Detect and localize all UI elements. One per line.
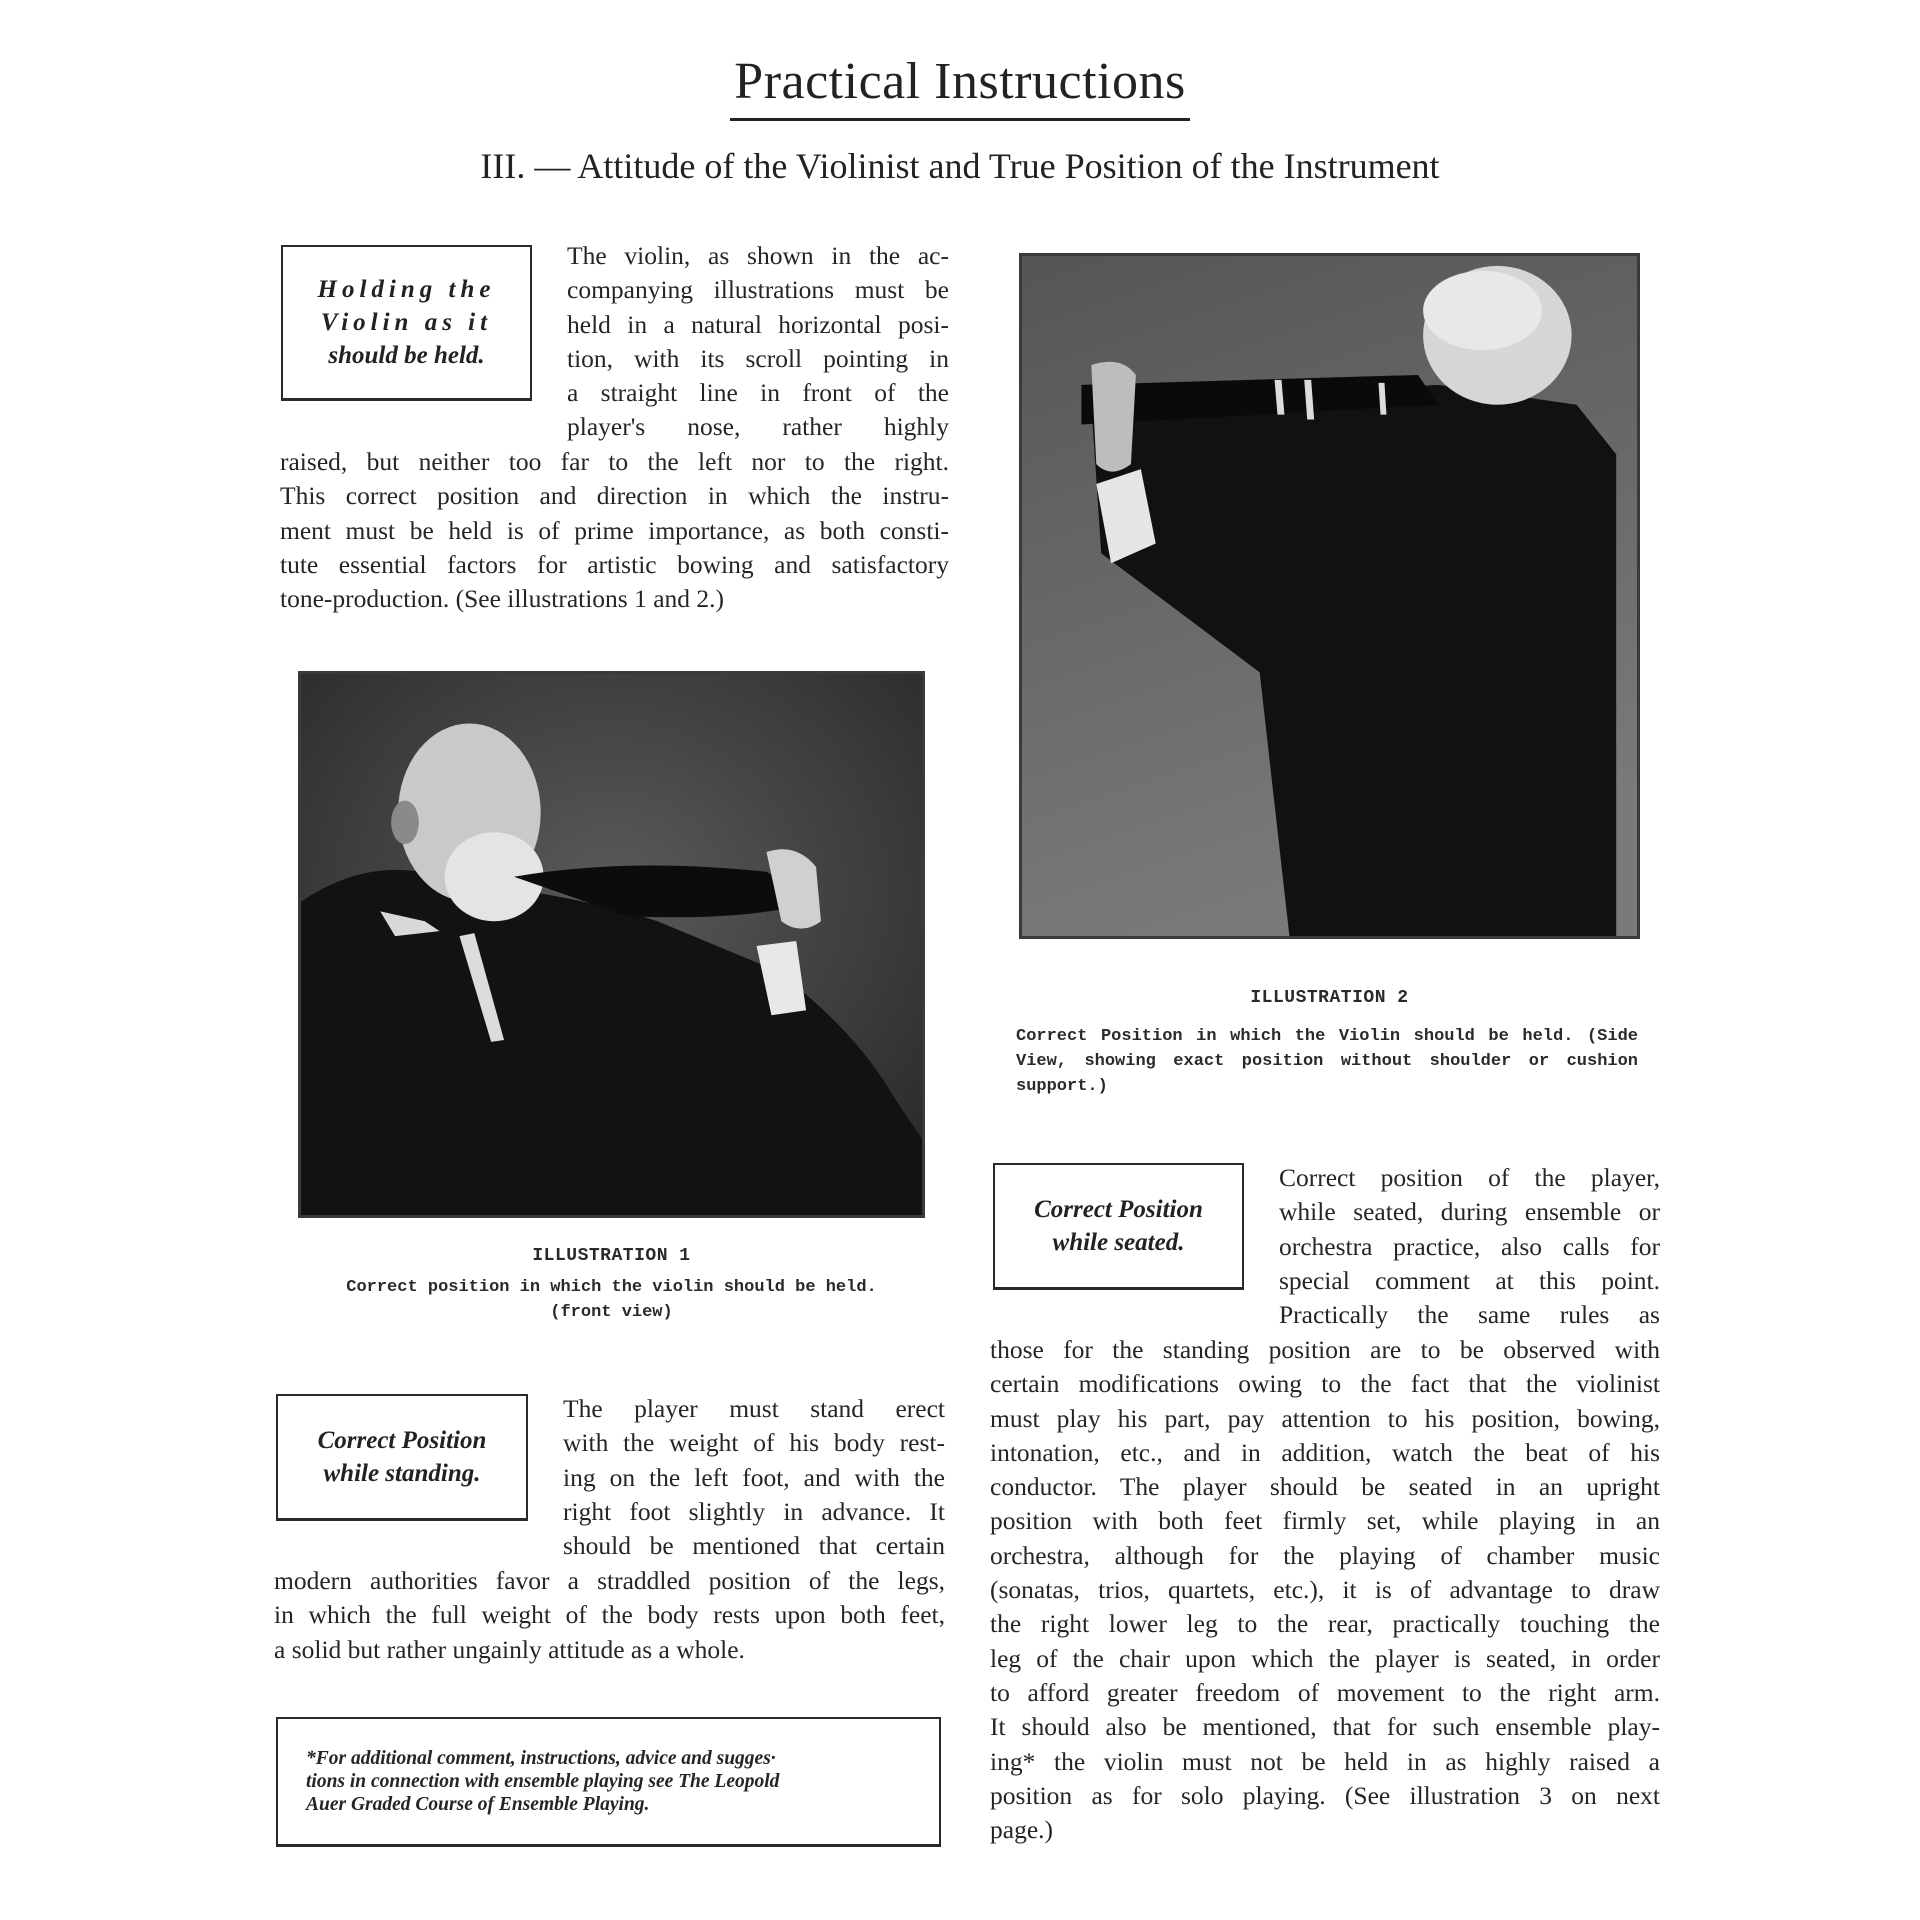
sidebox-seated: Correct Position while seated. bbox=[993, 1163, 1244, 1290]
section-holding-text: The violin, as shown in the ac- companying illustrations must be held in a natural horizontal posi- tion, with its scroll pointing in a straight line in front of the player's nose, rather highly bbox=[567, 241, 949, 442]
sidebox-holding-violin: Holding the Violin as it should be held. bbox=[281, 245, 532, 401]
page-title: Practical Instructions bbox=[0, 52, 1920, 121]
page-subtitle: III. — Attitude of the Violinist and True Position of the Instrument bbox=[480, 146, 1440, 186]
illustration-1-label: ILLUSTRATION 1 bbox=[532, 1246, 691, 1266]
section-seated-text: Correct position of the player, while seated, during ensemble or orchestra practice, also calls for special comment at this point. Practically the same rules as bbox=[1279, 1163, 1660, 1330]
illustration-2-photo bbox=[1019, 253, 1640, 939]
illustration-1-caption: Correct position in which the violin should be held. (front view) bbox=[346, 1278, 877, 1322]
illustration-1-photo bbox=[298, 671, 925, 1218]
section-holding-text-cont: raised, but neither too far to the left nor to the right. This correct position and direction in which the instru- ment must be held is of prime importance, as both consti- tute essential factors for artistic bowing and satisfactory tone-production. (See illustrations 1 and 2.) bbox=[280, 447, 949, 614]
section-seated-text-cont: those for the standing position are to be observed with certain modifications owing to the fact that the violinist must play his part, pay attention to his position, bowing, intonation, etc., and in addition, watch the beat of his conductor. The player should be seated in an upright position with both feet firmly set, while playing in an orchestra, although for the playing of chamber music (sonatas, trios, quartets, etc.), it is of advantage to draw the right lower leg to the rear, practically touching the leg of the chair upon which the player is seated, in order to afford greater freedom of movement to the right arm. It should also be mentioned, that for such ensemble play- ing* the violin must not be held in as highly raised a position as for solo playing. (See illustration 3 on next page.) bbox=[990, 1335, 1660, 1845]
violinist-front-view-image bbox=[301, 674, 922, 1215]
violinist-side-view-image bbox=[1022, 256, 1637, 936]
section-standing-text-cont: modern authorities favor a straddled position of the legs, in which the full weight of the body rests upon both feet, a solid but rather ungainly attitude as a whole. bbox=[274, 1566, 945, 1664]
illustration-2-caption: Correct Position in which the Violin should be held. (Side View, showing exact position without shoulder or cushion support.) bbox=[1016, 1027, 1638, 1096]
illustration-2-label: ILLUSTRATION 2 bbox=[1250, 988, 1409, 1008]
section-standing-text: The player must stand erect with the weight of his body rest- ing on the left foot, and with the right foot slightly in advance. It should be mentioned that certain bbox=[563, 1394, 945, 1561]
sidebox-standing: Correct Position while standing. bbox=[276, 1394, 528, 1521]
footnote-box: *For additional comment, instructions, advice and sugges· tions in connection with ensemble playing see The Leopold Auer Graded Course of Ensemble Playing. bbox=[276, 1717, 941, 1847]
